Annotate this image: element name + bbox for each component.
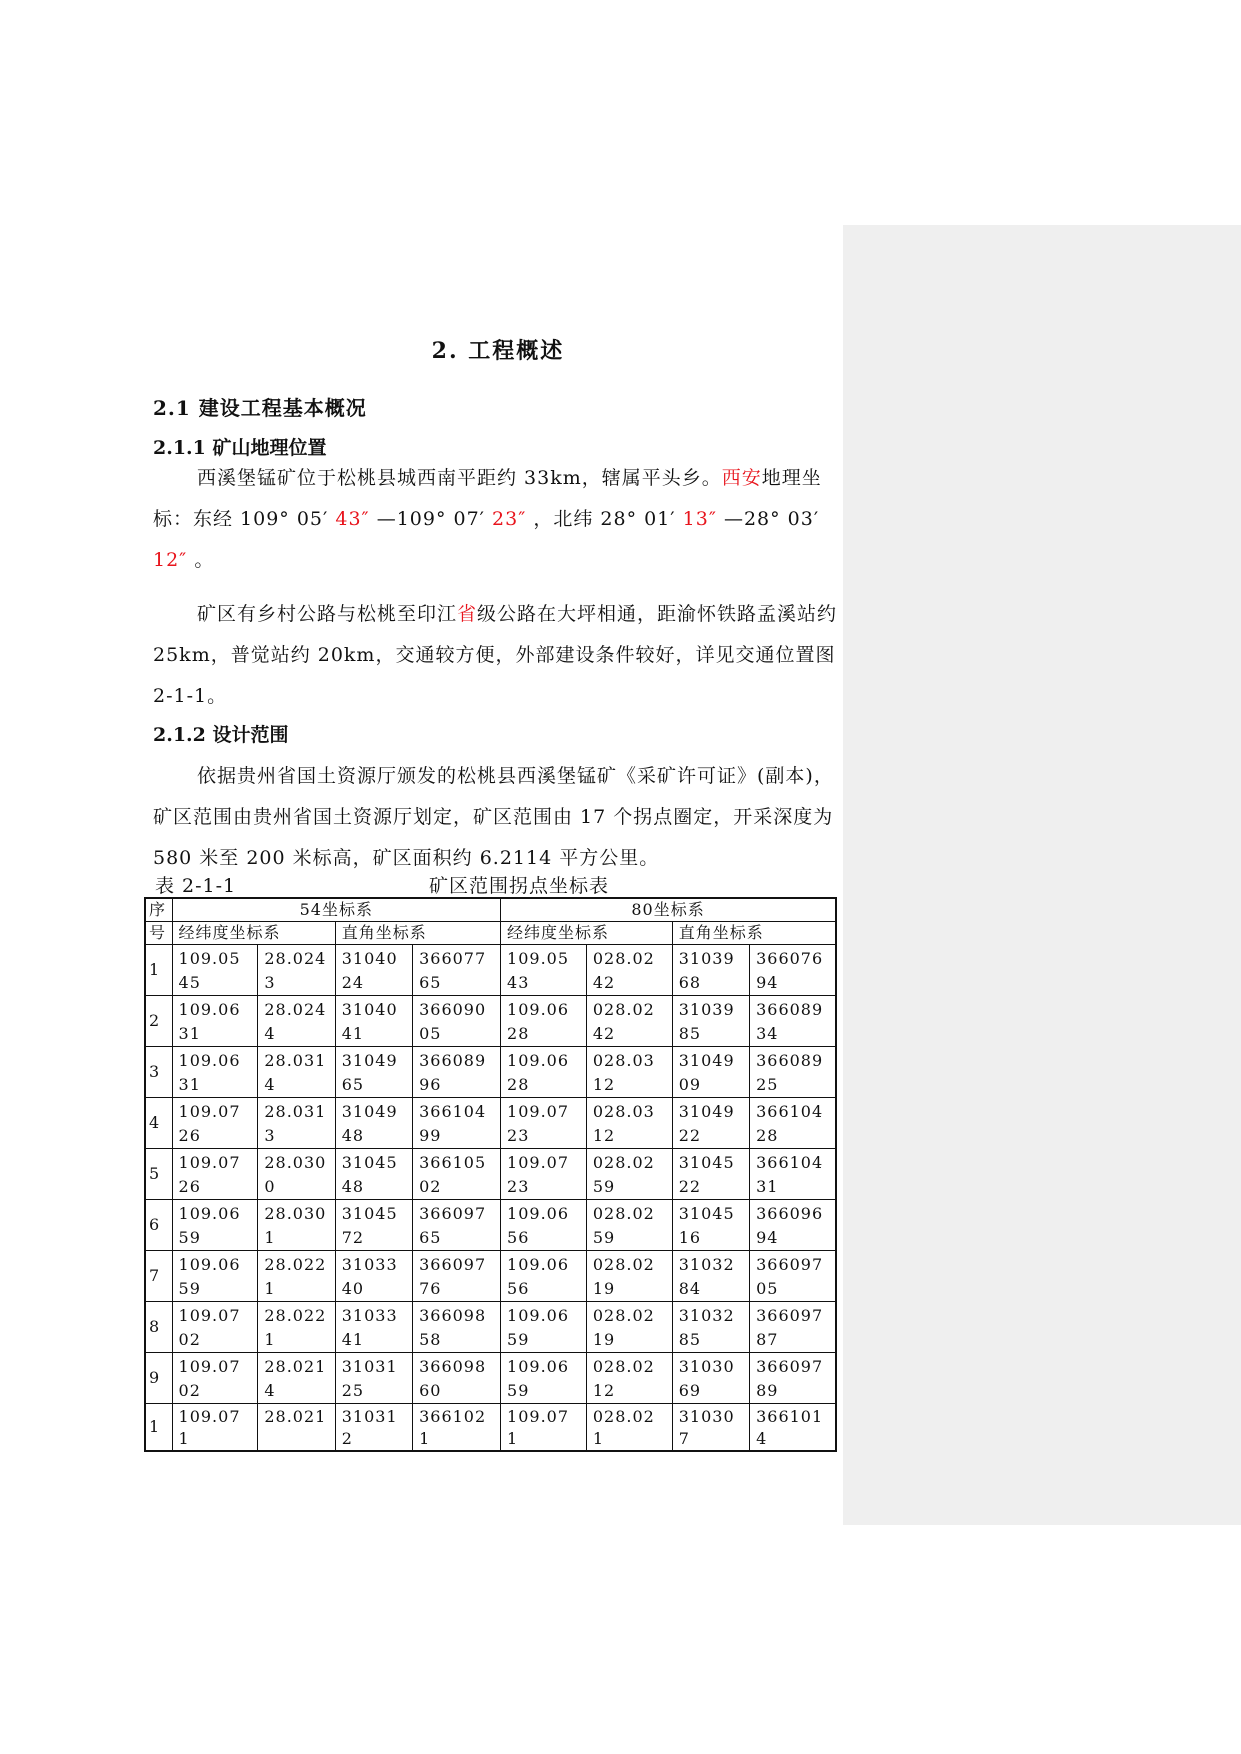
table-cell: 28.0300 xyxy=(258,1149,335,1200)
table-cell: 3103985 xyxy=(672,996,749,1047)
table-cell: 109.0628 xyxy=(501,1047,587,1098)
table-cell: 3103284 xyxy=(672,1251,749,1302)
table-cell: 109.0723 xyxy=(501,1149,587,1200)
header-80-system: 80坐标系 xyxy=(501,898,836,922)
table-header-row xyxy=(145,898,836,922)
subheader-rect-80: 直角坐标系 xyxy=(672,922,836,945)
table-cell: 3104041 xyxy=(335,996,412,1047)
table-row xyxy=(145,1098,836,1149)
subheader-rect-54: 直角坐标系 xyxy=(335,922,500,945)
section-heading: 2.1 建设工程基本概况 xyxy=(153,396,367,420)
table-cell: 109.0702 xyxy=(172,1353,258,1404)
table-row xyxy=(145,945,836,996)
table-cell: 028.0259 xyxy=(586,1200,672,1251)
paragraph-traffic: 矿区有乡村公路与松桃至印江省级公路在大坪相通，距渝怀铁路孟溪站约 25km，普觉站约 20km，交通较方便，外部建设条件较好，详见交通位置图 2-1-1。 xyxy=(153,603,838,707)
tracked-change: 23″ xyxy=(492,508,527,530)
table-cell: 36610431 xyxy=(750,1149,836,1200)
table-cell: 310312 xyxy=(335,1404,412,1452)
table-cell: 36610499 xyxy=(413,1098,501,1149)
table-cell: 28.0243 xyxy=(258,945,335,996)
table-cell: 36609789 xyxy=(750,1353,836,1404)
table-cell: 109.071 xyxy=(172,1404,258,1452)
row-number: 1 xyxy=(145,1404,172,1452)
table-cell: 36610428 xyxy=(750,1098,836,1149)
row-number: 9 xyxy=(145,1353,172,1404)
table-cell: 3104024 xyxy=(335,945,412,996)
table-cell: 028.021 xyxy=(586,1404,672,1452)
paragraph-location: 西溪堡锰矿位于松桃县城西南平距约 33km，辖属平头乡。西安地理坐标：东经 109° 05′ 43″ —109° 07′ 23″ ，北纬 28° 01′ 13″ —28° 03′ 12″ 。 xyxy=(153,467,822,571)
table-cell: 028.0219 xyxy=(586,1251,672,1302)
table-cell: 028.0259 xyxy=(586,1149,672,1200)
table-title: 矿区范围拐点坐标表 xyxy=(429,875,610,897)
table-row xyxy=(145,1353,836,1404)
table-body xyxy=(145,945,836,1452)
table-cell: 36608925 xyxy=(750,1047,836,1098)
table-cell: 36610502 xyxy=(413,1149,501,1200)
table-cell: 28.0313 xyxy=(258,1098,335,1149)
table-cell: 109.0726 xyxy=(172,1098,258,1149)
table-cell: 109.071 xyxy=(501,1404,587,1452)
table-cell: 36609694 xyxy=(750,1200,836,1251)
table-subheader-row xyxy=(145,922,836,945)
table-cell: 3103340 xyxy=(335,1251,412,1302)
paragraph-scope: 依据贵州省国土资源厅颁发的松桃县西溪堡锰矿《采矿许可证》(副本)，矿区范围由贵州省国土资源厅划定，矿区范围由 17 个拐点圈定，开采深度为 580 米至 200 米标高，矿区面积约 6.2114 平方公里。 xyxy=(153,765,834,869)
table-row xyxy=(145,1149,836,1200)
table-cell: 3104909 xyxy=(672,1047,749,1098)
table-number: 表 2-1-1 xyxy=(155,875,237,897)
table-cell: 109.0543 xyxy=(501,945,587,996)
table-cell: 28.0214 xyxy=(258,1353,335,1404)
table-cell: 109.0631 xyxy=(172,996,258,1047)
row-number: 4 xyxy=(145,1098,172,1149)
table-cell: 28.0221 xyxy=(258,1302,335,1353)
subheader-latlon-54: 经纬度坐标系 xyxy=(172,922,335,945)
table-cell: 3103968 xyxy=(672,945,749,996)
table-cell: 36609787 xyxy=(750,1302,836,1353)
table-cell: 109.0656 xyxy=(501,1251,587,1302)
table-cell: 3661021 xyxy=(413,1404,501,1452)
table-cell: 3103341 xyxy=(335,1302,412,1353)
table-cell: 3104922 xyxy=(672,1098,749,1149)
table-cell: 28.0301 xyxy=(258,1200,335,1251)
table-cell: 3104948 xyxy=(335,1098,412,1149)
row-number: 3 xyxy=(145,1047,172,1098)
table-cell: 28.0244 xyxy=(258,996,335,1047)
table-cell: 028.0242 xyxy=(586,996,672,1047)
table-cell: 109.0659 xyxy=(501,1353,587,1404)
table-row xyxy=(145,1047,836,1098)
coordinates-table xyxy=(144,897,837,1452)
subsection-heading-location: 2.1.1 矿山地理位置 xyxy=(153,437,327,459)
tracked-change: 西安 xyxy=(721,467,762,489)
table-cell: 028.0312 xyxy=(586,1047,672,1098)
table-cell: 36608934 xyxy=(750,996,836,1047)
table-row xyxy=(145,1251,836,1302)
table-cell: 109.0659 xyxy=(172,1251,258,1302)
table-cell: 028.0219 xyxy=(586,1302,672,1353)
table-cell: 109.0631 xyxy=(172,1047,258,1098)
table-cell: 36607765 xyxy=(413,945,501,996)
table-cell: 28.0221 xyxy=(258,1251,335,1302)
comment-margin-pane xyxy=(843,225,1241,1525)
table-cell: 109.0628 xyxy=(501,996,587,1047)
row-number: 7 xyxy=(145,1251,172,1302)
row-number: 5 xyxy=(145,1149,172,1200)
table-cell: 3661014 xyxy=(750,1404,836,1452)
table-cell: 28.0314 xyxy=(258,1047,335,1098)
table-cell: 109.0545 xyxy=(172,945,258,996)
chapter-heading: 2. 工程概述 xyxy=(431,338,565,364)
table-cell: 36609705 xyxy=(750,1251,836,1302)
tracked-change: 省 xyxy=(457,603,478,625)
table-cell: 028.0312 xyxy=(586,1098,672,1149)
table-cell: 36609005 xyxy=(413,996,501,1047)
table-cell: 36609858 xyxy=(413,1302,501,1353)
tracked-change: 13″ xyxy=(682,508,717,530)
seq-header: 序 xyxy=(145,898,172,922)
tracked-change: 12″ xyxy=(153,549,188,571)
table-cell: 3104572 xyxy=(335,1200,412,1251)
row-number: 1 xyxy=(145,945,172,996)
row-number: 2 xyxy=(145,996,172,1047)
table-cell: 3104522 xyxy=(672,1149,749,1200)
table-caption xyxy=(153,871,843,899)
subsection-heading-scope: 2.1.2 设计范围 xyxy=(153,724,289,746)
table-cell: 36609860 xyxy=(413,1353,501,1404)
tracked-change: 43″ xyxy=(335,508,370,530)
table-cell: 3104548 xyxy=(335,1149,412,1200)
table-cell: 3103285 xyxy=(672,1302,749,1353)
table-cell: 028.0212 xyxy=(586,1353,672,1404)
table-row xyxy=(145,1302,836,1353)
table-cell: 3103125 xyxy=(335,1353,412,1404)
table-cell: 109.0726 xyxy=(172,1149,258,1200)
table-cell: 36608996 xyxy=(413,1047,501,1098)
table-cell: 36609776 xyxy=(413,1251,501,1302)
table-cell: 109.0723 xyxy=(501,1098,587,1149)
row-number: 6 xyxy=(145,1200,172,1251)
seq-header: 号 xyxy=(145,922,172,945)
table-cell: 36607694 xyxy=(750,945,836,996)
subheader-latlon-80: 经纬度坐标系 xyxy=(501,922,673,945)
table-cell: 310307 xyxy=(672,1404,749,1452)
table-cell: 028.0242 xyxy=(586,945,672,996)
table-row xyxy=(145,1404,836,1452)
table-cell: 28.021 xyxy=(258,1404,335,1452)
row-number: 8 xyxy=(145,1302,172,1353)
table-cell: 109.0659 xyxy=(501,1302,587,1353)
table-cell: 109.0656 xyxy=(501,1200,587,1251)
table-cell: 3103069 xyxy=(672,1353,749,1404)
table-row xyxy=(145,996,836,1047)
table-cell: 36609765 xyxy=(413,1200,501,1251)
table-cell: 3104965 xyxy=(335,1047,412,1098)
table-row xyxy=(145,1200,836,1251)
table-cell: 3104516 xyxy=(672,1200,749,1251)
table-cell: 109.0659 xyxy=(172,1200,258,1251)
header-54-system: 54坐标系 xyxy=(172,898,501,922)
table-cell: 109.0702 xyxy=(172,1302,258,1353)
